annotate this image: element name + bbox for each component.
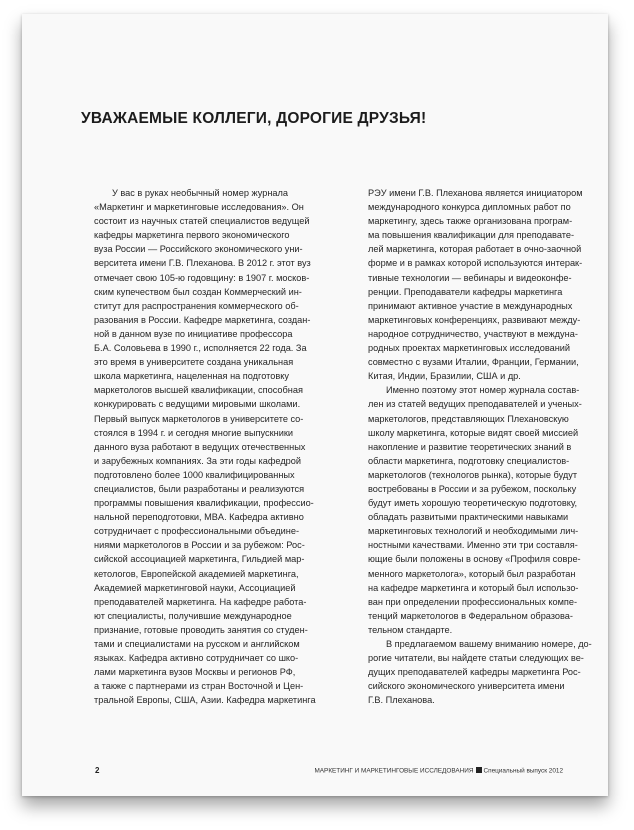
text-line: ма повышения квалификации для преподавате-	[368, 230, 575, 241]
text-line: рогие читатели, вы найдете статьи следующих ве-	[368, 653, 584, 664]
text-line: специалистов, были разработаны и реализуются	[94, 483, 305, 494]
text-line: ностными качествами. Именно эти три составля-	[368, 540, 578, 551]
text-line: «Маркетинг и маркетинговые исследования». Он	[94, 202, 304, 213]
text-line: родных проектах маркетинговых исследований	[368, 343, 571, 354]
text-line: верситета имени Г.В. Плеханова. В 2012 г. этот вуз	[94, 258, 311, 269]
text-line: ван при определении профессиональных компе-	[368, 596, 578, 607]
text-line: это время в университете создана уникальная	[94, 357, 294, 368]
footer-issue: Специальный выпуск 2012	[483, 767, 563, 775]
text-line: лей маркетинга, которая работает в очно-заочной	[368, 244, 582, 255]
text-line: ющие были положены в основу «Профиля совре-	[368, 554, 581, 565]
text-line: лен из статей ведущих преподавателей и ученых-	[368, 399, 582, 410]
text-column-left	[94, 186, 330, 707]
text-line: РЭУ имени Г.В. Плеханова является инициатором	[368, 188, 583, 198]
text-line: области маркетинга, подготовку специалистов-	[368, 455, 570, 466]
text-line: признание, готовые проводить занятия со студен-	[94, 624, 308, 635]
text-line: и зарубежных компаниях. За эти годы кафедрой	[94, 455, 302, 466]
text-line: У вас в руках необычный номер журнала	[112, 188, 289, 198]
text-line: обладать развитыми практическими навыками	[368, 512, 569, 523]
text-line: будут иметь хорошую теоретическую подготовку,	[368, 498, 578, 509]
text-line: программы повышения квалификации, профессио-	[94, 498, 314, 509]
text-line: принимают активное участие в международных	[368, 300, 573, 311]
text-line: состоит из научных статей специалистов ведущей	[94, 216, 310, 227]
text-line: Первый выпуск маркетологов в университете со-	[94, 413, 304, 424]
text-line: Китая, Индии, Бразилии, США и др.	[368, 371, 521, 382]
text-line: Академией маркетинговой науки, Ассоциацией	[94, 582, 296, 593]
text-line: менного маркетолога», который был разработан	[368, 568, 576, 579]
text-line: В предлагаемом вашему вниманию номере, до-	[386, 639, 592, 649]
square-separator-icon	[476, 767, 482, 773]
text-line: ниями маркетологов в России и за рубежом: Рос-	[94, 540, 305, 551]
text-line: народное сотрудничество, участвуют в междуна-	[368, 328, 578, 339]
text-line: ют специалисты, получившие международное	[94, 610, 292, 621]
footer-journal-info	[314, 767, 563, 775]
text-line: ренции. Преподаватели кафедры маркетинга	[368, 286, 563, 297]
text-line: форме и в рамках которой используются интерак-	[368, 258, 583, 269]
text-line: вуза России — Российского экономического уни-	[94, 244, 303, 255]
text-line: сийского экономического университета имени	[368, 681, 565, 692]
footer-journal-name: МАРКЕТИНГ И МАРКЕТИНГОВЫЕ ИССЛЕДОВАНИЯ	[314, 767, 474, 775]
text-line: тральной Европы, США, Азии. Кафедра маркетинга	[94, 695, 316, 706]
text-line: маркетологов высшей квалификации, способная	[94, 385, 303, 396]
text-line: сотрудничает с профессиональными объедине-	[94, 526, 300, 537]
text-line: лами маркетинга вузов Москвы и регионов РФ,	[94, 667, 296, 678]
text-line: маркетинговых конференциях, развивают между-	[368, 314, 581, 325]
text-line: тенций маркетологов в Федеральном образова-	[368, 610, 573, 621]
text-line: а также с партнерами из стран Восточной и Цен-	[94, 681, 304, 692]
text-line: сийской ассоциацией маркетинга, Гильдией мар-	[94, 554, 305, 565]
text-line: школу маркетинга, которые видят своей миссией	[368, 427, 579, 438]
text-line: Именно поэтому этот номер журнала состав-	[386, 385, 580, 396]
text-line: Б.А. Соловьева в 1990 г., исполняется 22 года. За	[94, 343, 307, 354]
text-line: маркетингу, здесь также организована програм-	[368, 216, 573, 227]
text-line: маркетологов, представляющих Плехановскую	[368, 413, 569, 424]
text-line: ским купечеством был создан Коммерческий ин-	[94, 286, 302, 297]
text-line: тельном стандарте.	[368, 624, 453, 635]
page-number: 2	[95, 766, 100, 775]
text-line: маркетологов (технологов рынка), которые будут	[368, 469, 578, 480]
text-line: на кафедре маркетинга и который был использо-	[368, 582, 579, 593]
text-column-right	[368, 186, 598, 707]
text-line: тами и специалистами на русском и английском	[94, 639, 300, 649]
text-line: Г.В. Плеханова.	[368, 695, 435, 706]
text-line: совместно с вузами Италии, Франции, Германии,	[368, 357, 579, 368]
text-line: отмечает свою 105-ю годовщину: в 1907 г. москов-	[94, 272, 310, 283]
text-line: тивные технологии — вебинары и видеоконфе-	[368, 272, 572, 283]
text-line: ной в данном вузе по инициативе профессора	[94, 328, 293, 339]
text-line: конкурировать с ведущими мировыми школами.	[94, 399, 301, 410]
text-line: дущих преподавателей кафедры маркетинга Рос-	[368, 667, 581, 678]
page-title: УВАЖАЕМЫЕ КОЛЛЕГИ, ДОРОГИЕ ДРУЗЬЯ!	[81, 110, 427, 127]
text-line: международного конкурса дипломных работ по	[368, 202, 571, 213]
text-line: востребованы в России и за рубежом, поскольку	[368, 483, 577, 494]
text-line: кафедры маркетинга первого экономического	[94, 230, 290, 241]
text-line: разования в России. Кафедре маркетинга, создан-	[94, 314, 311, 325]
text-line: языках. Кафедра активно сотрудничает со шко-	[94, 653, 299, 664]
text-line: ститут для распространения коммерческого об-	[94, 300, 299, 311]
text-line: данного вуза работают в ведущих отечественных	[94, 441, 306, 452]
text-line: подготовлено более 1000 квалифицированных	[94, 469, 295, 480]
text-line: нальной переподготовки, MBA. Кафедра активно	[94, 512, 304, 523]
text-line: накопление и развитие теоретических знаний в	[368, 441, 572, 452]
text-line: стоялся в 1994 г. и сегодня многие выпускники	[94, 427, 293, 438]
text-line: школа маркетинга, нацеленная на подготовку	[94, 371, 289, 382]
text-line: маркетинговых технологий и необходимыми лич-	[368, 526, 579, 537]
text-line: кетологов, Европейской академией маркетинга,	[94, 568, 299, 579]
text-line: преподавателей маркетинга. На кафедре работа-	[94, 596, 307, 607]
journal-page	[22, 14, 608, 796]
